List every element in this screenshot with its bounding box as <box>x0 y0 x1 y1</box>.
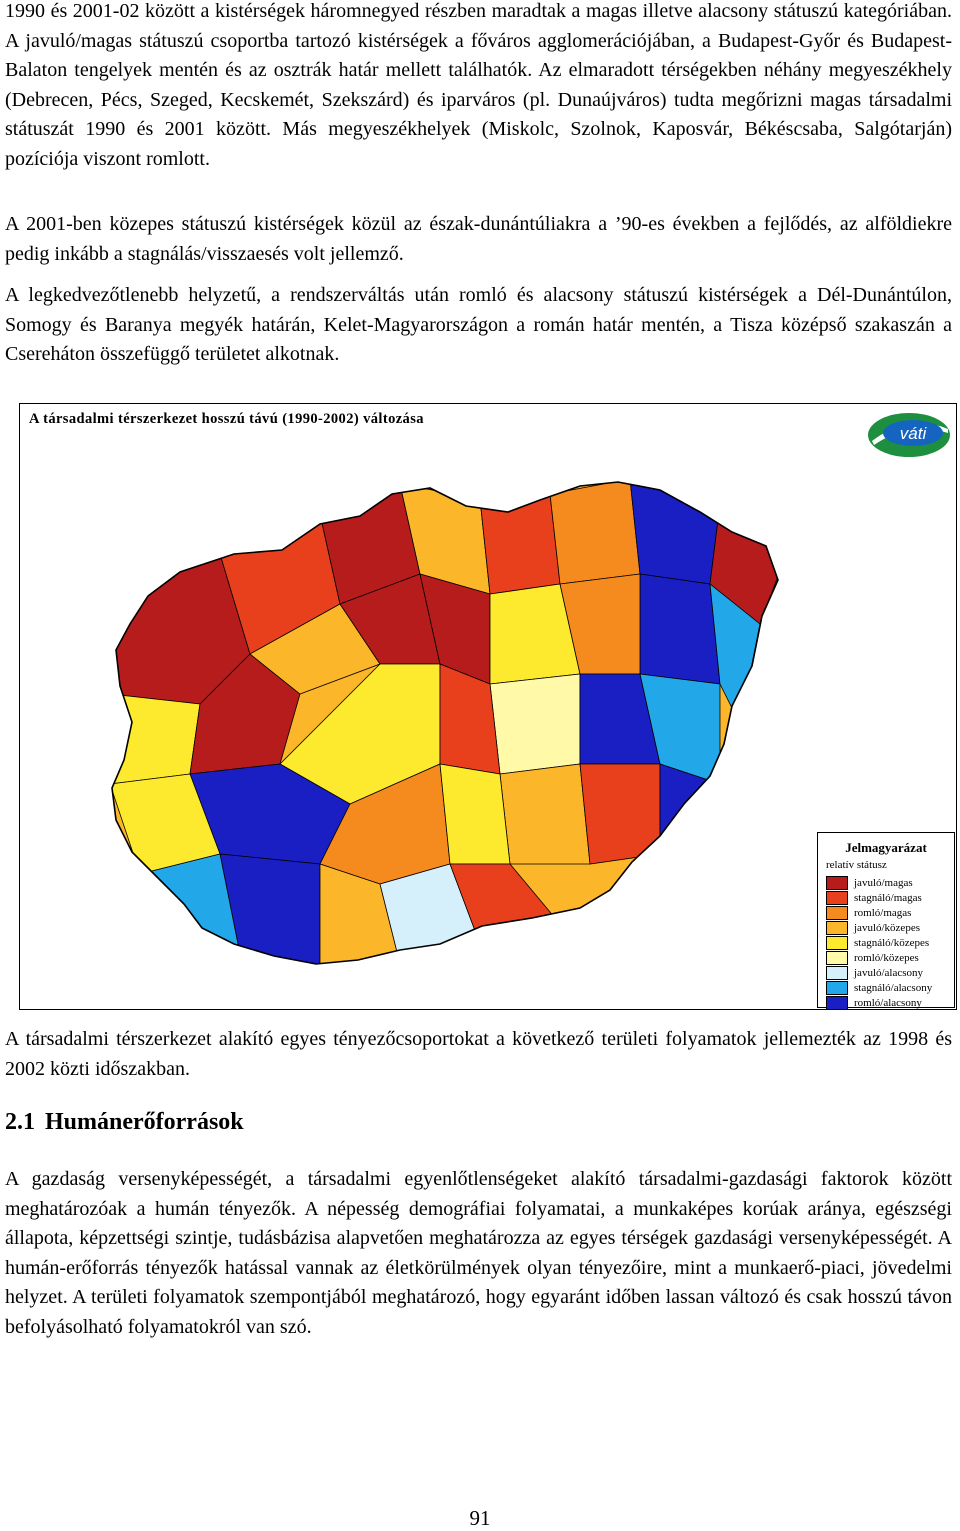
medium-status-paragraph: A 2001-ben közepes státuszú kistérségek közül az észak-dunántúliakra a ’90-es években a fejlődés, az alföldiekre pedig inkább a stagnálás/visszaesés volt jellemző. <box>5 213 952 265</box>
legend-item <box>826 980 932 995</box>
page-number: 91 <box>469 1506 491 1530</box>
legend-item <box>826 875 913 890</box>
section-number: 2.1 <box>5 1109 35 1135</box>
legend-item <box>826 950 919 965</box>
legend-label: stagnáló/közepes <box>854 936 930 949</box>
legend-swatch <box>826 981 848 995</box>
legend-swatch <box>826 951 848 965</box>
human-resources-paragraph: A gazdaság versenyképességét, a társadalmi egyenlőtlenségeket alakító társadalmi-gazdasági faktorok között meghatározóak a humán tényezők. A népesség demográfiai folyamatai, a munkaképes korúak aránya, egészségi állapota, képzettségi szintje, tudásbázisa alapvetően meghatározza az egyes térségek gazdasági versenyképességét. A humán-erőforrás tényezők hatással vannak az életkörülmények olyan tényezőire, mint a munkaerő-piaci, jövedelmi helyzet. A területi folyamatok szempontjából meghatározó, hogy egyaránt időben lassan változó és csak hosszú távon befolyásolható folyamatokról van szó. <box>5 1168 952 1338</box>
legend-label: romló/alacsony <box>854 996 922 1009</box>
legend-item <box>826 890 922 905</box>
legend-label: stagnáló/magas <box>854 891 922 904</box>
legend-item <box>826 965 923 980</box>
legend-label: javuló/magas <box>854 876 913 889</box>
legend-item <box>826 905 911 920</box>
legend-swatch <box>826 996 848 1010</box>
legend-item <box>826 920 920 935</box>
legend-label: stagnáló/alacsony <box>854 981 933 994</box>
map-figure <box>19 403 957 1010</box>
legend-swatch <box>826 876 848 890</box>
section-heading <box>5 1109 244 1136</box>
legend-subtitle: relatív státusz <box>826 859 887 871</box>
legend-swatch <box>826 966 848 980</box>
worst-regions-paragraph: A legkedvezőtlenebb helyzetű, a rendszerváltás után romló és alacsony státuszú kistérségek a Dél-Dunántúlon, Somogy és Baranya megyék határán, Kelet-Magyarországon a román határ mentén, a Tisza középső szakaszán a Csereháton összefüggő területet alkotnak. <box>5 284 952 366</box>
legend-item <box>826 935 929 950</box>
legend-label: romló/magas <box>854 906 912 919</box>
legend-item <box>826 995 922 1010</box>
hungary-subregion-map <box>20 404 956 1009</box>
intro-paragraph: 1990 és 2001-02 között a kistérségek háromnegyed részben maradtak a magas illetve alacsony státuszú kategóriában. A javuló/magas státuszú csoportba tartozó kistérségek a főváros agglomerációjában, a Budapest-Győr és Budapest-Balaton tengelyek mentén és az osztrák határ mellett találhatók. Az elmaradott térségekben néhány megyeszékhely (Debrecen, Pécs, Szeged, Kecskemét, Szekszárd) és iparváros (pl. Dunaújváros) tudta megőrizni magas társadalmi státuszát 1990 és 2001 között. Más megyeszékhelyek (Miskolc, Szolnok, Kaposvár, Békéscsaba, Salgótarján) pozíciója viszont romlott. <box>5 0 952 170</box>
legend-label: javuló/közepes <box>854 921 920 934</box>
legend-swatch <box>826 921 848 935</box>
legend-swatch <box>826 906 848 920</box>
legend-label: javuló/alacsony <box>854 966 924 979</box>
legend-swatch <box>826 936 848 950</box>
legend-swatch <box>826 891 848 905</box>
svg-text:váti: váti <box>899 424 927 443</box>
legend-label: romló/közepes <box>854 951 919 964</box>
map-legend <box>817 832 955 1008</box>
section-title: Humánerőforrások <box>45 1109 244 1135</box>
map-title: A társadalmi térszerkezet hosszú távú (1990-2002) változása <box>29 411 424 427</box>
legend-title: Jelmagyarázat <box>845 840 927 855</box>
factors-paragraph: A társadalmi térszerkezet alakító egyes tényezőcsoportokat a következő területi folyamatok jellemezték az 1998 és 2002 közti időszakban. <box>5 1028 952 1080</box>
